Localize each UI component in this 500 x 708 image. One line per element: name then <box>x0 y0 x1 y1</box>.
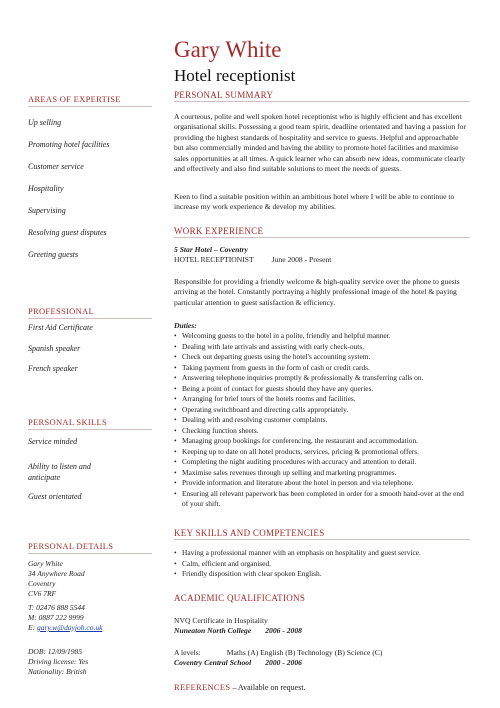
address-line: Gary White <box>28 559 63 568</box>
references-label: REFERENCES <box>174 682 231 692</box>
professional-item: French speaker <box>28 364 78 373</box>
alevels-label: A levels: <box>174 648 201 657</box>
professional-title: PROFESSIONAL <box>28 306 152 319</box>
q2-school: Coventry Central School <box>174 658 252 667</box>
work-title: WORK EXPERIENCE <box>174 226 470 238</box>
expertise-item: Supervising <box>28 206 66 215</box>
details-section <box>28 541 158 676</box>
key-skills-list <box>174 548 470 580</box>
expertise-item: Up selling <box>28 118 62 127</box>
references-text: – Available on request. <box>230 683 306 692</box>
qualification-2-school-row <box>174 658 302 668</box>
personal-info-block <box>28 647 88 677</box>
key-skill-item: • Calm, efficient and organised. <box>174 558 272 568</box>
alevels-row <box>174 648 382 658</box>
duty-item: • Provide information and literature about the hotel in person and via telephone. <box>174 478 414 487</box>
duty-item: • Keeping up to date on all hotel products, services, pricing & promotional offers. <box>174 446 419 456</box>
key-skill-item: • Friendly disposition with clear spoken English. <box>174 569 322 578</box>
role-dates: June 2008 - Present <box>271 255 332 264</box>
responsibility-paragraph: Responsible for providing a friendly welcome & high-quality service over the phone to guests arriving at the hotel. Constantly portraying a highly professional image of the hotel & paying particular attention to guest satisfaction & efficiency. <box>174 277 460 307</box>
candidate-name: Gary White <box>174 37 282 62</box>
duty-item: • Completing the night auditing procedures with accuracy and attention to detail. <box>174 457 417 466</box>
summary-paragraph-2: Keen to find a suitable position within an ambitious hotel where I will be able to continue to increase my work experience & develop my abilities. <box>174 192 455 212</box>
nationality: Nationality: British <box>28 667 87 676</box>
q1-dates: 2006 - 2008 <box>265 626 302 635</box>
job-title: Hotel receptionist <box>174 66 296 85</box>
key-skills-title: KEY SKILLS AND COMPETENCIES <box>174 528 470 540</box>
skills-title: PERSONAL SKILLS <box>28 417 152 430</box>
duty-item: • Dealing with late arrivals and assisting with early check-outs. <box>174 341 365 351</box>
skill-item: Service minded <box>28 437 78 446</box>
email-link[interactable]: gary.w@dayjob.co.uk <box>36 623 103 632</box>
email-row <box>28 623 102 633</box>
professional-section <box>28 306 158 373</box>
address-block <box>28 559 85 599</box>
duty-item: • Ensuring all relevant paperwork has been completed in order for a smooth hand-over at the end of your shift. <box>174 488 464 508</box>
duty-item: • Welcoming guests to the hotel in a polite, friendly and helpful manner. <box>174 331 391 340</box>
duties-label: Duties: <box>174 321 197 330</box>
role: HOTEL RECEPTIONIST <box>174 255 254 264</box>
details-title: PERSONAL DETAILS <box>28 541 152 554</box>
duty-item: • Answering telephone inquiries promptly & professionally & transferring calls on. <box>174 373 424 382</box>
professional-item: First Aid Certificate <box>28 323 93 332</box>
duty-item: • Checking function sheets. <box>174 425 259 435</box>
expertise-section <box>28 94 158 259</box>
address-line: 34 Anywhere Road <box>28 569 85 578</box>
duty-item: • Taking payment from guests in the form of cash or credit cards. <box>174 362 370 372</box>
driving-license: Driving license: Yes <box>28 657 89 666</box>
duty-item: • Arranging for brief tours of the hotels rooms and facilities. <box>174 394 356 403</box>
expertise-item: Promoting hotel facilities <box>28 140 110 149</box>
duty-item: • Operating switchboard and directing calls appropriately. <box>174 404 349 414</box>
contact-block <box>28 603 102 633</box>
q2-dates: 2000 - 2006 <box>265 658 302 667</box>
skill-item: Guest orientated <box>28 492 82 501</box>
address-line: Coventry <box>28 579 56 588</box>
duty-item: • Dealing with and resolving customer complaints. <box>174 415 328 424</box>
expertise-title: AREAS OF EXPERTISE <box>28 94 152 107</box>
qualification-1: NVQ Certificate in Hospitality <box>174 616 268 625</box>
duties-list <box>174 331 470 510</box>
summary-title: PERSONAL SUMMARY <box>174 90 470 102</box>
duty-item: • Managing group bookings for conferencing, the restaurant and accommodation. <box>174 436 419 445</box>
academic-title: ACADEMIC QUALIFICATIONS <box>174 593 306 603</box>
professional-item: Spanish speaker <box>28 344 81 353</box>
skills-section <box>28 417 158 501</box>
alevels-grades: Maths (A) English (B) Technology (B) Science (C) <box>226 648 383 657</box>
mobile: M: 0887 222 9999 <box>28 613 84 622</box>
duty-item: • Maximise sales revenues through up selling and marketing programmes. <box>174 467 397 477</box>
summary-paragraph: A courteous, polite and well spoken hotel receptionist who is highly efficient and has excellent organisational skills. Possessing a good team spirit, deadline orientated and having a passion for providing the highest standards of hospitality and service to guests. Helpful and approachable but also commercially minded and having the ability to promote hotel facilities and maximise sales opportunities at all times. A quick learner who can absorb new ideas, communicate clearly and effectively and also find suitable solutions to meet the needs of guests. <box>174 112 466 174</box>
duty-item: • Being a point of contact for guests should they have any queries. <box>174 383 374 393</box>
skill-item: Ability to listen and anticipate <box>28 462 91 482</box>
address-line: CV6 7RF <box>28 589 57 598</box>
role-row <box>174 255 331 265</box>
email-label: E: <box>28 623 37 632</box>
employer: 5 Star Hotel – Coventry <box>174 245 248 254</box>
duty-item: • Check out departing guests using the hotel's accounting system. <box>174 352 371 361</box>
expertise-item: Customer service <box>28 162 84 171</box>
references-row <box>174 682 306 692</box>
q1-school: Nuneaton North College <box>174 626 252 635</box>
resume-header <box>174 38 295 86</box>
expertise-item: Hospitality <box>28 184 64 193</box>
phone: T: 02476 888 5544 <box>28 603 85 612</box>
key-skill-item: • Having a professional manner with an emphasis on hospitality and guest service. <box>174 548 421 557</box>
dob: DOB: 12/09/1985 <box>28 647 82 656</box>
expertise-item: Resolving guest disputes <box>28 228 107 237</box>
qualification-1-school-row <box>174 626 302 636</box>
expertise-item: Greeting guests <box>28 250 79 259</box>
